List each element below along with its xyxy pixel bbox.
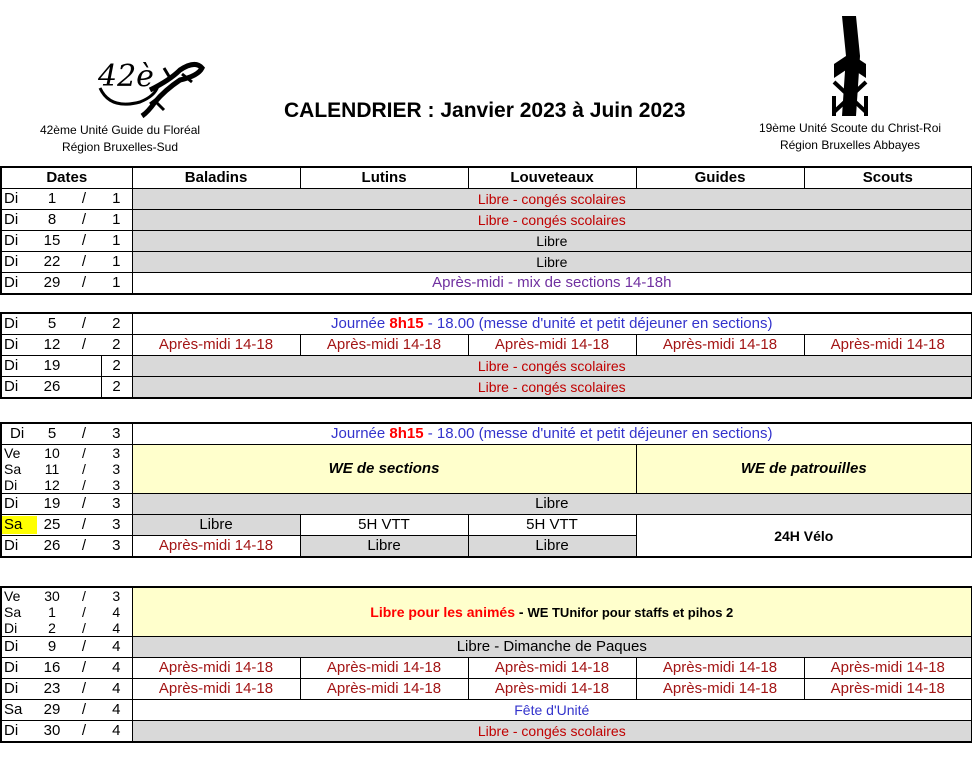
guide-unit-name: 42ème Unité Guide du Floréal xyxy=(39,123,201,137)
date-month: 2 xyxy=(101,313,132,335)
date-separator: / xyxy=(67,536,101,558)
date-month: 3 xyxy=(101,494,132,515)
event-cell: Libre - congés scolaires xyxy=(132,356,972,377)
table-row xyxy=(1,273,972,295)
date-number: 23 xyxy=(37,679,67,700)
date-separator: / xyxy=(67,252,101,273)
date-separator: / xyxy=(67,273,101,295)
event-cell: Fête d'Unité xyxy=(132,700,972,721)
date-month: 3 xyxy=(101,515,132,536)
event-cell: Après-midi 14-18 xyxy=(468,335,636,356)
event-time: 8h15 xyxy=(389,425,424,442)
date-month: 1 xyxy=(101,210,132,231)
event-cell: Libre xyxy=(468,536,636,558)
table-row xyxy=(1,313,972,335)
event-text: Journée xyxy=(331,315,390,332)
event-cell: Après-midi 14-18 xyxy=(804,679,972,700)
date-number: 29 xyxy=(37,273,67,295)
date-day: Di xyxy=(4,477,18,493)
column-header-dates: Dates xyxy=(1,167,132,189)
date-day: Di xyxy=(1,494,37,515)
table-row xyxy=(1,210,972,231)
date-day: Ve xyxy=(4,445,21,461)
date-number-stack xyxy=(37,587,67,637)
date-separator: / xyxy=(67,313,101,335)
date-day: Sa xyxy=(4,461,22,477)
date-number: 10 xyxy=(44,445,60,461)
date-day: Sa xyxy=(4,604,22,620)
event-cell: Libre - congés scolaires xyxy=(132,721,972,743)
event-cell: Libre xyxy=(132,515,300,536)
date-day xyxy=(1,515,37,536)
date-day: Di xyxy=(1,423,37,445)
event-cell: Après-midi 14-18 xyxy=(132,679,300,700)
event-time: 8h15 xyxy=(389,315,424,332)
event-cell: Après-midi 14-18 xyxy=(468,658,636,679)
date-month: 3 xyxy=(112,588,121,604)
scout-unit-name: 19ème Unité Scoute du Christ-Roi xyxy=(758,121,942,135)
date-number: 12 xyxy=(37,335,67,356)
event-cell: Après-midi 14-18 xyxy=(300,335,468,356)
column-header-lutins: Lutins xyxy=(300,167,468,189)
date-month: 3 xyxy=(112,477,121,493)
date-month: 4 xyxy=(101,679,132,700)
table-row xyxy=(1,445,972,494)
date-separator: / xyxy=(82,461,86,477)
date-month: 4 xyxy=(101,658,132,679)
table-row xyxy=(1,356,972,377)
date-day: Di xyxy=(1,189,37,210)
event-cell: 24H Vélo xyxy=(636,515,972,558)
event-cell: Après-midi 14-18 xyxy=(132,536,300,558)
table-row xyxy=(1,335,972,356)
date-day-stack xyxy=(1,445,37,494)
event-cell: Après-midi 14-18 xyxy=(636,658,804,679)
date-day: Ve xyxy=(4,588,21,604)
event-cell: Libre xyxy=(132,494,972,515)
date-month: 4 xyxy=(101,700,132,721)
date-separator: / xyxy=(67,189,101,210)
date-number: 25 xyxy=(37,515,67,536)
date-day: Di xyxy=(1,335,37,356)
table-row xyxy=(1,494,972,515)
date-day: Di xyxy=(1,313,37,335)
date-separator-stack xyxy=(67,445,101,494)
date-month: 1 xyxy=(101,273,132,295)
date-number: 19 xyxy=(37,356,67,377)
date-month: 3 xyxy=(101,423,132,445)
event-cell: Après-midi 14-18 xyxy=(468,679,636,700)
date-month: 3 xyxy=(112,461,121,477)
event-cell: Après-midi 14-18 xyxy=(132,335,300,356)
date-separator: / xyxy=(67,679,101,700)
date-separator xyxy=(67,377,101,399)
date-day: Di xyxy=(1,356,37,377)
date-number: 1 xyxy=(48,604,56,620)
event-separator: - xyxy=(514,603,528,620)
date-separator: / xyxy=(67,335,101,356)
calendar-february xyxy=(0,312,972,399)
column-header-guides: Guides xyxy=(636,167,804,189)
date-separator: / xyxy=(82,477,86,493)
date-month: 4 xyxy=(112,620,121,636)
date-day: Di xyxy=(1,252,37,273)
date-number: 30 xyxy=(44,588,60,604)
date-separator: / xyxy=(67,637,101,658)
table-row xyxy=(1,721,972,743)
date-month: 2 xyxy=(101,356,132,377)
event-cell: Libre - congés scolaires xyxy=(132,210,972,231)
date-day-stack xyxy=(1,587,37,637)
table-row xyxy=(1,377,972,399)
date-number: 5 xyxy=(37,423,67,445)
date-separator: / xyxy=(82,620,86,636)
svg-text:42è: 42è xyxy=(98,59,154,94)
date-number: 5 xyxy=(37,313,67,335)
date-separator: / xyxy=(67,515,101,536)
guide-unit-region: Région Bruxelles-Sud xyxy=(61,140,179,154)
event-text: Libre pour les animés xyxy=(370,603,515,620)
table-row xyxy=(1,700,972,721)
date-separator: / xyxy=(82,445,86,461)
table-row xyxy=(1,637,972,658)
date-day: Di xyxy=(1,536,37,558)
table-row xyxy=(1,252,972,273)
table-header-row xyxy=(1,167,972,189)
calendar-march xyxy=(0,422,972,558)
date-month: 1 xyxy=(101,189,132,210)
date-separator: / xyxy=(67,423,101,445)
event-cell: Libre - Dimanche de Paques xyxy=(132,637,972,658)
table-row xyxy=(1,189,972,210)
date-number: 11 xyxy=(44,461,60,477)
calendar-january xyxy=(0,166,972,295)
event-cell: WE de sections xyxy=(132,445,636,494)
date-separator: / xyxy=(67,210,101,231)
column-header-baladins: Baladins xyxy=(132,167,300,189)
date-month: 4 xyxy=(112,604,121,620)
event-text: - 18.00 (messe d'unité et petit déjeuner en sections) xyxy=(423,315,773,332)
date-month: 3 xyxy=(101,536,132,558)
date-day: Di xyxy=(1,273,37,295)
event-text: Journée xyxy=(331,425,390,442)
date-number-stack xyxy=(37,445,67,494)
date-month-stack xyxy=(101,587,132,637)
date-day: Di xyxy=(1,721,37,743)
date-separator: / xyxy=(82,604,86,620)
event-cell: 5H VTT xyxy=(300,515,468,536)
highlighted-day: Sa xyxy=(2,516,37,534)
date-number: 2 xyxy=(48,620,56,636)
scout-unit-header xyxy=(750,12,950,154)
date-day: Sa xyxy=(1,700,37,721)
event-cell xyxy=(132,313,972,335)
event-cell xyxy=(132,587,972,637)
date-day: Di xyxy=(1,231,37,252)
date-number: 8 xyxy=(37,210,67,231)
table-row xyxy=(1,658,972,679)
page-title: CALENDRIER : Janvier 2023 à Juin 2023 xyxy=(284,99,686,122)
date-number: 26 xyxy=(37,377,67,399)
table-row xyxy=(1,231,972,252)
date-day: Di xyxy=(1,210,37,231)
column-header-scouts: Scouts xyxy=(804,167,972,189)
event-cell: Après-midi 14-18 xyxy=(636,679,804,700)
scout-unit-region: Région Bruxelles Abbayes xyxy=(779,138,921,152)
date-number: 26 xyxy=(37,536,67,558)
date-day: Di xyxy=(1,658,37,679)
date-separator: / xyxy=(67,700,101,721)
date-month: 2 xyxy=(101,377,132,399)
date-day: Di xyxy=(1,679,37,700)
event-cell: Libre xyxy=(132,231,972,252)
table-row xyxy=(1,587,972,637)
date-separator: / xyxy=(67,658,101,679)
date-separator: / xyxy=(67,721,101,743)
date-separator-stack xyxy=(67,587,101,637)
event-cell: WE de patrouilles xyxy=(636,445,972,494)
date-number: 30 xyxy=(37,721,67,743)
scout-totem-logo-icon xyxy=(750,12,950,120)
date-separator: / xyxy=(67,494,101,515)
date-number: 29 xyxy=(37,700,67,721)
event-cell: Libre xyxy=(132,252,972,273)
date-number: 12 xyxy=(44,477,60,493)
date-number: 22 xyxy=(37,252,67,273)
date-number: 1 xyxy=(37,189,67,210)
date-day: Di xyxy=(1,377,37,399)
event-cell: Libre xyxy=(300,536,468,558)
event-cell xyxy=(132,423,972,445)
date-month: 4 xyxy=(101,721,132,743)
event-cell: Libre - congés scolaires xyxy=(132,189,972,210)
table-row xyxy=(1,515,972,536)
date-number: 16 xyxy=(37,658,67,679)
event-cell: Après-midi 14-18 xyxy=(300,658,468,679)
date-month: 4 xyxy=(101,637,132,658)
event-cell: Après-midi 14-18 xyxy=(804,658,972,679)
column-header-louveteaux: Louveteaux xyxy=(468,167,636,189)
date-number: 19 xyxy=(37,494,67,515)
date-number: 15 xyxy=(37,231,67,252)
date-month: 3 xyxy=(112,445,121,461)
event-cell: Après-midi 14-18 xyxy=(636,335,804,356)
event-cell: 5H VTT xyxy=(468,515,636,536)
date-month: 1 xyxy=(101,252,132,273)
table-row xyxy=(1,679,972,700)
event-text: WE TUnifor pour staffs et pihos 2 xyxy=(527,604,734,620)
date-day: Di xyxy=(1,637,37,658)
event-text: - 18.00 (messe d'unité et petit déjeuner en sections) xyxy=(423,425,773,442)
calendar-april xyxy=(0,586,972,743)
date-separator: / xyxy=(82,588,86,604)
event-cell: Après-midi - mix de sections 14-18h xyxy=(132,273,972,295)
event-cell: Après-midi 14-18 xyxy=(300,679,468,700)
date-month-stack xyxy=(101,445,132,494)
date-number: 9 xyxy=(37,637,67,658)
date-separator: / xyxy=(67,231,101,252)
event-cell: Après-midi 14-18 xyxy=(132,658,300,679)
date-month: 1 xyxy=(101,231,132,252)
guide-unit-header xyxy=(30,40,210,156)
date-separator xyxy=(67,356,101,377)
event-cell: Libre - congés scolaires xyxy=(132,377,972,399)
date-month: 2 xyxy=(101,335,132,356)
event-cell: Après-midi 14-18 xyxy=(804,335,972,356)
table-row xyxy=(1,423,972,445)
gecko-logo-icon xyxy=(30,40,210,122)
date-day: Di xyxy=(4,620,18,636)
